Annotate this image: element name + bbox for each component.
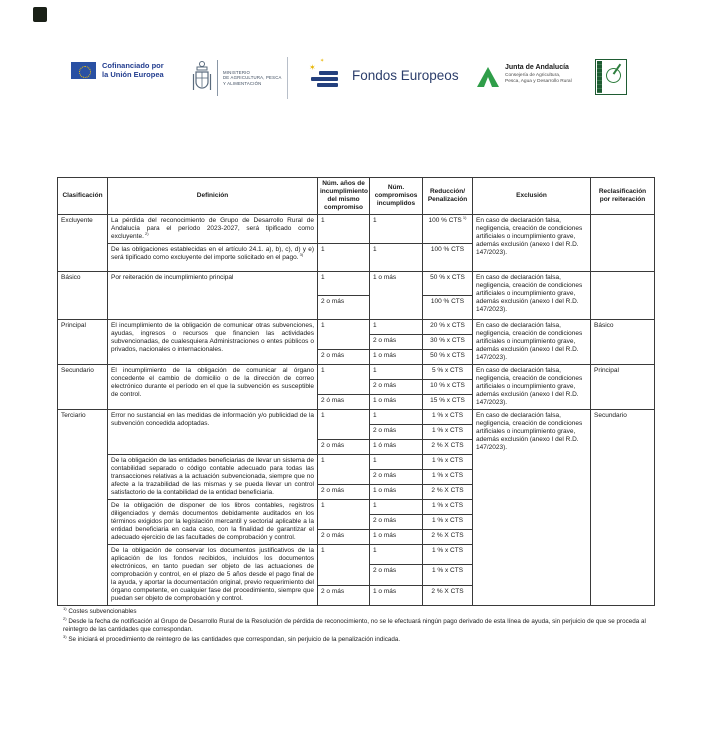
leader-logo — [595, 59, 627, 95]
col-header-clasificacion: Clasificación — [58, 178, 108, 215]
classification-table — [57, 177, 655, 606]
cell-commitments: 1 o más — [370, 350, 423, 365]
cell-definition: De la obligación de las entidades beneficiarias de llevar un sistema de contabilidad separado o código contable adecuado para todas las transacciones relativas a la actuación subvencionada, siempre que no afecte a la trazabilidad de las mismas y se pueda llevar un control satisfactorio de la contabilidad de la entidad beneficiaria. — [108, 455, 318, 500]
col-header-num-anos: Núm. años de incumplimiento del mismo compromiso — [318, 178, 370, 215]
junta-andalucia-icon — [477, 67, 499, 87]
cell-years: 1 — [318, 500, 370, 530]
footnote-2-text: Desde la fecha de notificación al Grupo de Desarrollo Rural de la Resolución de pérdida de reconocimiento, no se le efectuará ningún pago derivado de esta línea de ayuda, sin perjuicio de que se proceda al reintegro de las cantidades que correspondan. — [63, 617, 646, 633]
footnote-1 — [63, 605, 655, 617]
footnote-2-marker: 2) — [63, 615, 67, 621]
cell-years: 2 ó mas — [318, 395, 370, 410]
cell-reduction: 1 % x CTS — [423, 500, 473, 515]
cell-commitments: 1 o más — [370, 395, 423, 410]
cell-years: 1 — [318, 215, 370, 244]
cell-commitments: 1 o más — [370, 272, 423, 320]
junta-title: Junta de Andalucía — [505, 64, 569, 71]
cell-definition: El incumplimiento de la obligación de comunicar al órgano concedente el cambio de domicilio o de la dirección de correo electrónico durante el período en el que la subvención es susceptible de control. — [108, 365, 318, 410]
cell-reduction: 5 % x CTS — [423, 365, 473, 380]
cell-commitments: 1 — [370, 410, 423, 425]
cell-exclusion: En caso de declaración falsa, negligencia, creación de condiciones artificiales o incumplimiento grave, además exclusión (anexo I del R.D. 147/2023). — [473, 272, 591, 320]
cell-commitments: 2 o más — [370, 565, 423, 585]
cell-years: 2 o más — [318, 530, 370, 545]
cell-reduction: 20 % x CTS — [423, 320, 473, 335]
table-header-row — [58, 178, 655, 215]
cell-definition: De la obligación de conservar los documentos justificativos de la aplicación de los fondos recibidos, incluidos los documentos electrónicos, en tanto puedan ser objeto de las actuaciones de comprobación y control, en el plazo de 5 años desde el pago final de la ayuda, y aportar la documentación original, previo requerimiento del órgano competente, en cualquier fase del procedimiento, siempre que puedan ser objeto de comprobación y control. — [108, 545, 318, 606]
cell-commitments: 1 — [370, 244, 423, 272]
cell-reduction: 50 % x CTS — [423, 272, 473, 296]
cell-classification: Principal — [58, 320, 108, 365]
cell-definition: Por reiteración de incumplimiento principal — [108, 272, 318, 320]
cell-reduction: 15 % x CTS — [423, 395, 473, 410]
footnote-1-marker: 1) — [63, 605, 67, 611]
cell-reduction: 2 % X CTS — [423, 585, 473, 605]
cell-classification: Básico — [58, 272, 108, 320]
table-row — [58, 320, 655, 335]
cell-definition: Error no sustancial en las medidas de información y/o publicidad de la subvención concedida adoptadas. — [108, 410, 318, 455]
cell-commitments: 1 — [370, 215, 423, 244]
footnote-3 — [63, 633, 655, 645]
cell-reduction: 2 % X CTS — [423, 530, 473, 545]
eu-logo-line1: Cofinanciado por — [102, 61, 164, 70]
ministerio-text — [223, 70, 282, 87]
cell-years: 1 — [318, 272, 370, 296]
eu-logo-line2: la Unión Europea — [102, 69, 164, 79]
cell-reclassification — [591, 272, 655, 320]
cell-reduction: 100 % CTS $^{1)}$ — [423, 215, 473, 244]
cell-exclusion: En caso de declaración falsa, negligencia, creación de condiciones artificiales o incumplimiento grave, además exclusión (anexo I del R.D. 147/2023). — [473, 215, 591, 272]
fondos-europeos-label: Fondos Europeos — [352, 67, 459, 83]
cell-reduction: 100 % CTS — [423, 244, 473, 272]
cell-commitments: 1 — [370, 365, 423, 380]
cell-reduction: 2 % X CTS — [423, 485, 473, 500]
logo-band — [0, 0, 711, 120]
footnotes — [63, 605, 655, 645]
cell-reduction: 1 % x CTS — [423, 455, 473, 470]
col-header-definicion: Definición — [108, 178, 318, 215]
eu-flag-icon — [71, 62, 96, 79]
cell-exclusion: En caso de declaración falsa, negligencia, creación de condiciones artificiales o incumplimiento grave, además exclusión (anexo I del R.D. 147/2023). — [473, 365, 591, 410]
cell-reduction: 50 % x CTS — [423, 350, 473, 365]
cell-reclassification — [591, 215, 655, 272]
cell-reclassification: Principal — [591, 365, 655, 410]
cell-exclusion: En caso de declaración falsa, negligencia, creación de condiciones artificiales o incumplimiento grave, además exclusión (anexo I del R.D. 147/2023). — [473, 410, 591, 606]
junta-andalucia-logo — [477, 64, 572, 87]
cell-commitments: 1 — [370, 455, 423, 470]
eu-cofinanced-logo — [71, 62, 164, 79]
cell-reclassification: Secundario — [591, 410, 655, 606]
ministerio-line3: Y ALIMENTACIÓN — [223, 80, 262, 86]
cell-reduction: 1 % x CTS — [423, 515, 473, 530]
cell-commitments: 1 o más — [370, 585, 423, 605]
cell-definition: El incumplimiento de la obligación de comunicar otras subvenciones, ayudas, ingresos o recursos que financien las actividades subvencionadas, de cualesquiera Administraciones o entes públicos o privados, nacionales o internacionales. — [108, 320, 318, 365]
footnote-3-marker: 3) — [63, 633, 67, 639]
cell-commitments: 1 — [370, 500, 423, 515]
ministerio-line2: DE AGRICULTURA, PESCA — [223, 75, 282, 81]
cell-years: 1 — [318, 320, 370, 350]
cell-years: 1 — [318, 545, 370, 586]
junta-subtitle-1: Consejería de Agricultura, — [505, 73, 561, 78]
col-header-reduccion: Reducción/ Penalización — [423, 178, 473, 215]
cell-commitments: 2 o más — [370, 380, 423, 395]
cell-reduction: 1 % x CTS — [423, 545, 473, 565]
cell-years: 1 — [318, 365, 370, 395]
cell-commitments: 1 o más — [370, 530, 423, 545]
col-header-num-compromisos: Núm. compromisos incumplidos — [370, 178, 423, 215]
fondos-europeos-icon: ✶ ✶ — [308, 60, 344, 90]
cell-reduction: 10 % x CTS — [423, 380, 473, 395]
table-body — [58, 215, 655, 606]
cell-reduction: 100 % CTS — [423, 296, 473, 320]
col-header-exclusion: Exclusión — [473, 178, 591, 215]
ministerio-line1: MINISTERIO — [223, 69, 251, 75]
cell-reduction: 1 % x CTS — [423, 470, 473, 485]
footnote-3-text: Se iniciará el procedimiento de reintegro de las cantidades que correspondan, sin perjuicio de la penalización indicada. — [68, 635, 401, 643]
cell-years: 2 o más — [318, 585, 370, 605]
col-header-reclasificacion: Reclasificación por reiteración — [591, 178, 655, 215]
cell-years: 1 — [318, 244, 370, 272]
cell-reduction: 1 % x CTS — [423, 410, 473, 425]
eu-logo-text — [102, 62, 164, 79]
footnote-1-text: Costes subvencionables — [68, 608, 137, 615]
cell-years: 2 o más — [318, 296, 370, 320]
spain-coat-of-arms-icon — [192, 60, 212, 96]
cell-commitments: 1 ó más — [370, 440, 423, 455]
cell-years: 2 o más — [318, 440, 370, 455]
cell-classification: Terciario — [58, 410, 108, 606]
table-row — [58, 215, 655, 244]
cell-commitments: 1 o más — [370, 485, 423, 500]
fondos-europeos-logo — [308, 60, 459, 90]
cell-reduction: 2 % X CTS — [423, 440, 473, 455]
junta-subtitle-2: Pesca, Agua y Desarrollo Rural — [505, 79, 572, 84]
cell-reduction: 30 % x CTS — [423, 335, 473, 350]
cell-years: 1 — [318, 410, 370, 440]
ministerio-divider — [217, 60, 218, 96]
footnote-2 — [63, 615, 655, 635]
ministerio-logo — [192, 57, 282, 99]
cell-reduction: 1 % x CTS — [423, 425, 473, 440]
cell-commitments: 2 o más — [370, 470, 423, 485]
table-row — [58, 410, 655, 425]
cell-commitments: 1 — [370, 545, 423, 565]
cell-commitments: 2 o más — [370, 515, 423, 530]
cell-years: 2 o más — [318, 350, 370, 365]
cell-reclassification: Básico — [591, 320, 655, 365]
table-row — [58, 365, 655, 380]
cell-commitments: 2 o más — [370, 335, 423, 350]
table-row — [58, 272, 655, 296]
cell-definition: De la obligación de disponer de los libros contables, registros diligenciados y demás documentos debidamente auditados en los términos exigidos por la legislación mercantil y sectorial aplicable a la entidad beneficiaria en cada caso, con la finalidad de garantizar el adecuado ejercicio de las facultades de comprobación y control. — [108, 500, 318, 545]
cell-classification: Excluyente — [58, 215, 108, 272]
cell-classification: Secundario — [58, 365, 108, 410]
cell-exclusion: En caso de declaración falsa, negligencia, creación de condiciones artificiales o incumplimiento grave, además exclusión (anexo I del R.D. 147/2023). — [473, 320, 591, 365]
cell-commitments: 1 — [370, 320, 423, 335]
logo-separator — [287, 57, 288, 99]
cell-years: 1 — [318, 455, 370, 485]
cell-commitments: 2 o más — [370, 425, 423, 440]
cell-reduction: 1 % x CTS — [423, 565, 473, 585]
cell-definition: La pérdida del reconocimiento de Grupo de Desarrollo Rural de Andalucía para el período 2023-2027, será tipificado como excluyente. $^{2)}$ — [108, 215, 318, 244]
cell-definition: De las obligaciones establecidas en el artículo 24.1. a), b), c), d) y e) será tipificado como excluyente del importe solicitado en el pago. $^{3)}$ — [108, 244, 318, 272]
cell-years: 2 o más — [318, 485, 370, 500]
